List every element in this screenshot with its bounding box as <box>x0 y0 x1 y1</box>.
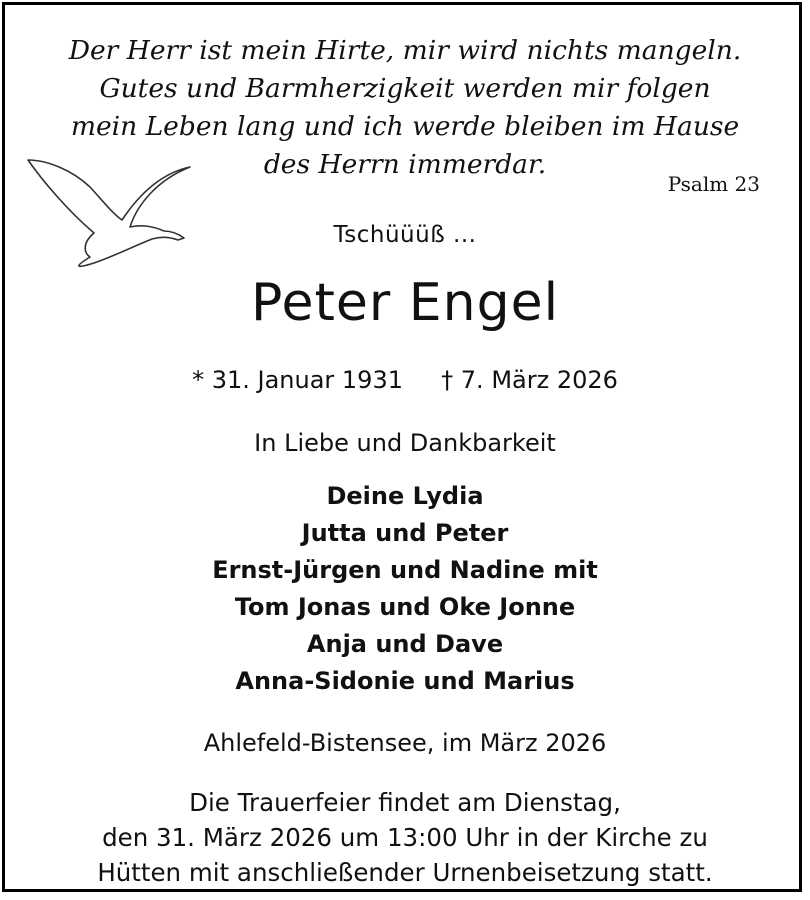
family-member: Ernst-Jürgen und Nadine mit <box>212 556 598 584</box>
dedication: In Liebe und Dankbarkeit <box>254 429 556 457</box>
funeral-line: Hütten mit anschließender Urnenbeisetzung statt. <box>97 858 713 887</box>
verse-line: mein Leben lang und ich werde bleiben im Hause <box>70 111 740 142</box>
family-list <box>0 478 810 700</box>
place-and-date: Ahlefeld-Bistensee, im März 2026 <box>203 729 607 757</box>
verse-line: Der Herr ist mein Hirte, mir wird nichts mangeln. <box>68 35 742 66</box>
family-member: Jutta und Peter <box>301 519 509 547</box>
family-member: Tom Jonas und Oke Jonne <box>234 593 576 621</box>
verse-line: Gutes und Barmherzigkeit werden mir folgen <box>99 73 711 104</box>
funeral-line: den 31. März 2026 um 13:00 Uhr in der Kirche zu <box>102 823 708 852</box>
verse-line: des Herrn immerdar. <box>263 149 547 180</box>
psalm-reference: Psalm 23 <box>667 172 760 196</box>
funeral-notice <box>0 785 810 890</box>
life-dates <box>0 366 810 394</box>
birth-date: * 31. Januar 1931 <box>192 366 403 394</box>
greeting: Tschüüüß ... <box>333 222 477 248</box>
family-member: Anna-Sidonie und Marius <box>235 667 575 695</box>
funeral-line: Die Trauerfeier findet am Dienstag, <box>189 788 621 817</box>
deceased-name: Peter Engel <box>250 273 560 333</box>
death-date: † 7. März 2026 <box>441 366 618 394</box>
family-member: Deine Lydia <box>326 482 484 510</box>
family-member: Anja und Dave <box>306 630 504 658</box>
